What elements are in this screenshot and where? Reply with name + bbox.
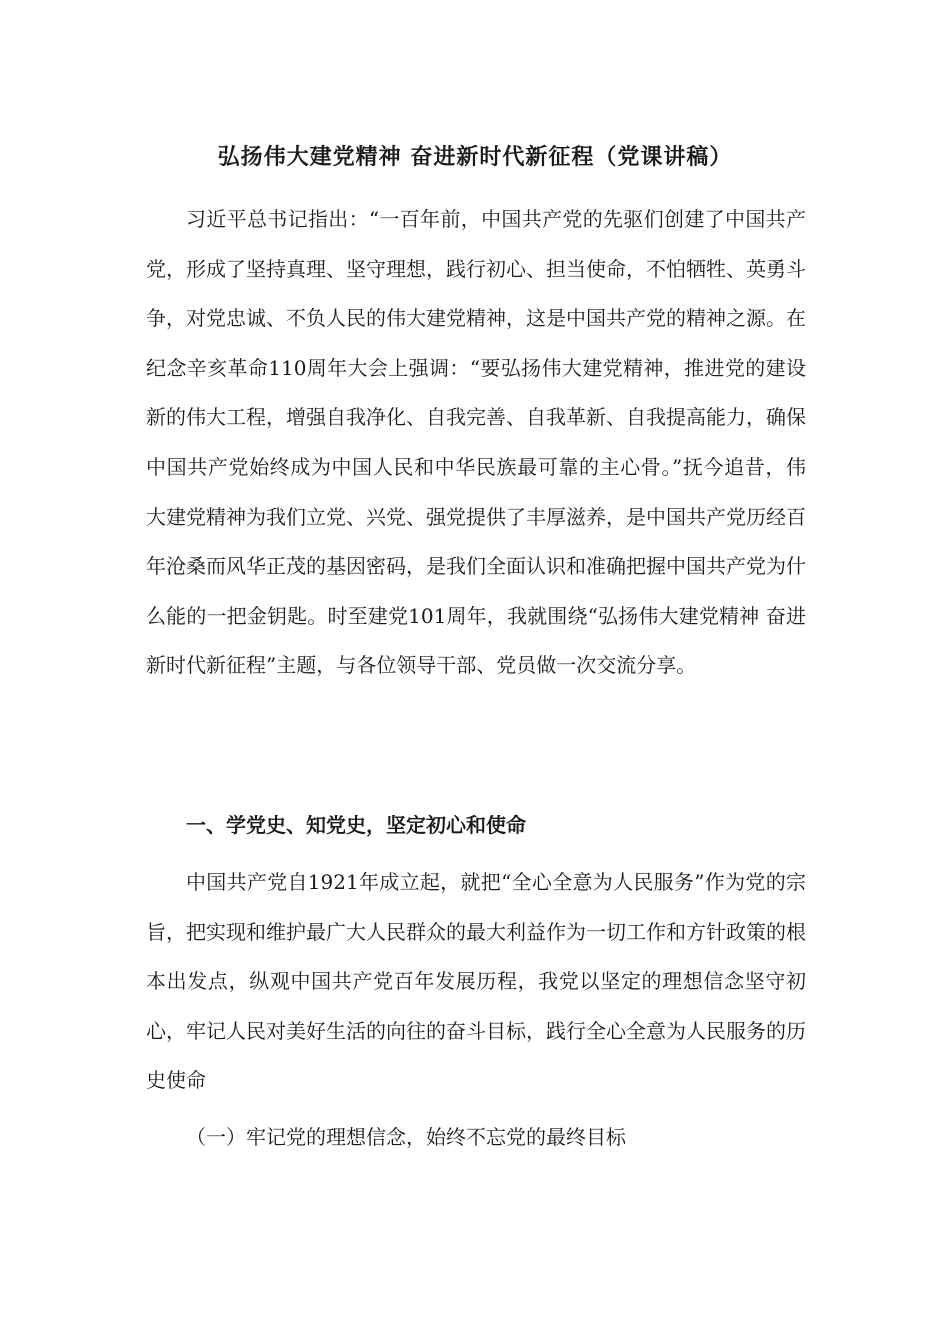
document-title: 弘扬伟大建党精神 奋进新时代新征程（党课讲稿） — [217, 144, 733, 170]
section-heading-1: 一、学党史、知党史，坚定初心和使命 — [186, 813, 526, 837]
subsection-heading-1: （一）牢记党的理想信念，始终不忘党的最终目标 — [186, 1125, 626, 1149]
intro-paragraph: 习近平总书记指出：“一百年前，中国共产党的先驱们创建了中国共产党，形成了坚持真理、坚守理想，践行初心、担当使命，不怕牺牲、英勇斗争，对党忠诚、不负人民的伟大建党精神，这是中国共产党的精神之源。在纪念辛亥革命110周年大会上强调：“要弘扬伟大建党精神，推进党的建设新的伟大工程，增强自我净化、自我完善、自我革新、自我提高能力，确保中国共产党始终成为中国人民和中华民族最可靠的主心骨。”抚今追昔，伟大建党精神为我们立党、兴党、强党提供了丰厚滋养，是中国共产党历经百年沧桑而风华正茂的基因密码，是我们全面认识和准确把握中国共产党为什么能的一把金钥匙。时至建党101周年，我就围绕“弘扬伟大建党精神 奋进新时代新征程”主题，与各位领导干部、党员做一次交流分享。 — [146, 207, 806, 678]
section-paragraph-1: 中国共产党自1921年成立起，就把“全心全意为人民服务”作为党的宗旨，把实现和维护最广大人民群众的最大利益作为一切工作和方针政策的根本出发点，纵观中国共产党百年发展历程，我党以坚定的理想信念坚守初心，牢记人民对美好生活的向往的奋斗目标，践行全心全意为人民服务的历史使命 — [146, 870, 806, 1093]
